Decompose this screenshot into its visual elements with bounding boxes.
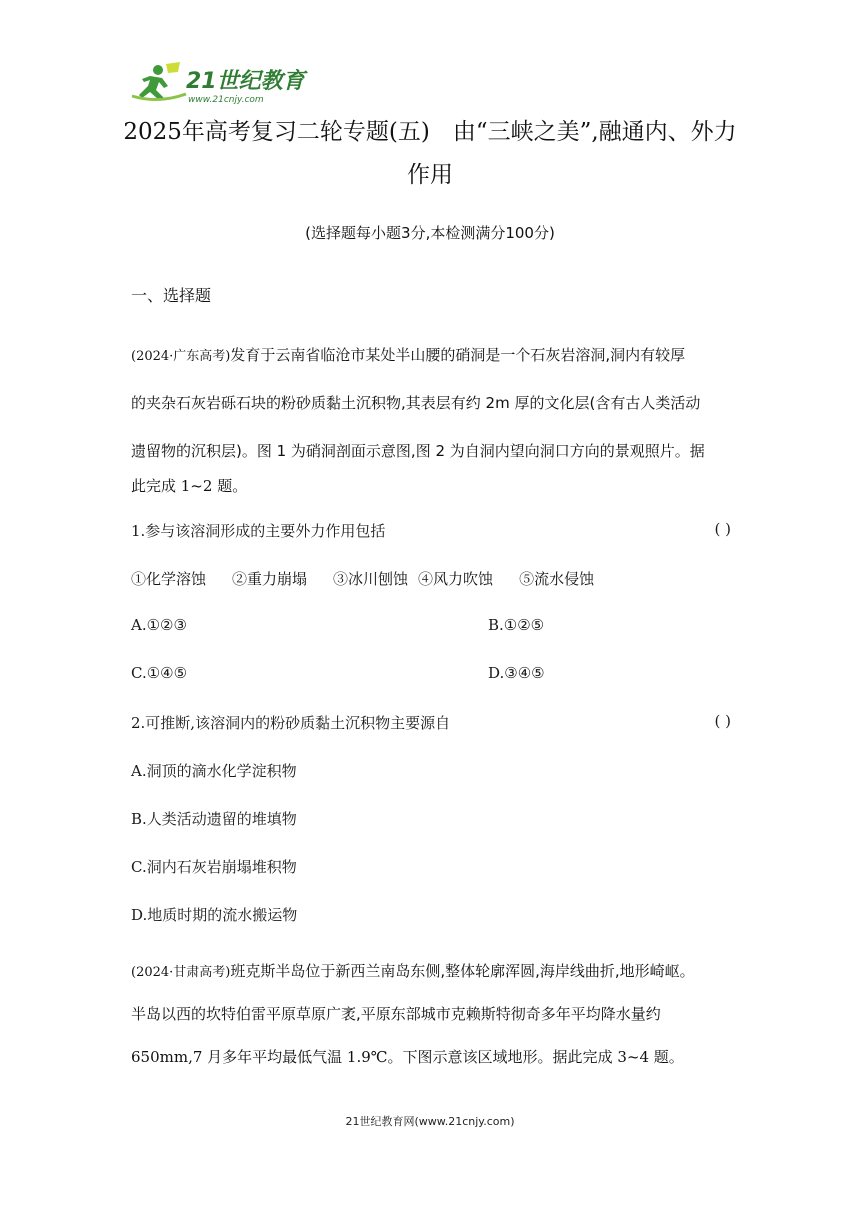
scoring-note: (选择题每小题3分,本检测满分100分) — [305, 224, 555, 242]
section-heading: 一、选择题 — [131, 286, 212, 305]
statement: ②重力崩塌 — [232, 570, 308, 588]
question-1-statements — [131, 568, 731, 589]
passage1-source: (2024·广东高考) — [131, 349, 231, 364]
statement: ③冰川刨蚀 — [333, 570, 409, 588]
statement: ⑤流水侵蚀 — [519, 570, 595, 588]
passage1-line3: 遗留物的沉积层)。图 1 为硝洞剖面示意图,图 2 为自洞内望向洞口方向的景观照片。据 — [131, 442, 705, 460]
q2-option-b: B.人类活动遗留的堆填物 — [131, 810, 297, 828]
svg-text:www.21cnjy.com: www.21cnjy.com — [188, 95, 264, 105]
runner-logo-icon — [128, 60, 308, 106]
document-title-line1: 2025年高考复习二轮专题(五) 由“三峡之美”,融通内、外力 — [123, 119, 737, 145]
passage2-line1: (2024·甘肃高考)班克斯半岛位于新西兰南岛东侧,整体轮廓浑圆,海岸线曲折,地形崎岖。 — [131, 962, 695, 980]
question-1 — [131, 520, 731, 541]
statement: ④风力吹蚀 — [418, 570, 494, 588]
q2-option-c: C.洞内石灰岩崩塌堆积物 — [131, 858, 297, 876]
answer-bracket: ( ) — [714, 520, 731, 538]
q1-option-c: C.①④⑤ — [131, 664, 188, 682]
passage2-line2: 半岛以西的坎特伯雷平原草原广袤,平原东部城市克赖斯特彻奇多年平均降水量约 — [131, 1005, 661, 1023]
svg-text:21世纪教育: 21世纪教育 — [186, 69, 305, 94]
passage2-source: (2024·甘肃高考) — [131, 965, 231, 980]
q2-option-a: A.洞顶的滴水化学淀积物 — [131, 762, 297, 780]
question-1-stem: 1.参与该溶洞形成的主要外力作用包括 — [131, 522, 386, 540]
q1-option-a: A.①②③ — [131, 616, 187, 634]
passage1-line2: 的夹杂石灰岩砾石块的粉砂质黏土沉积物,其表层有约 2m 厚的文化层(含有古人类活动 — [131, 394, 701, 412]
statement: ①化学溶蚀 — [131, 570, 207, 588]
answer-bracket: ( ) — [714, 712, 731, 730]
passage1-line1: (2024·广东高考)发育于云南省临沧市某处半山腰的硝洞是一个石灰岩溶洞,洞内有较厚 — [131, 346, 686, 364]
site-logo — [128, 60, 308, 106]
passage1-line4: 此完成 1~2 题。 — [131, 477, 248, 495]
question-2-stem: 2.可推断,该溶洞内的粉砂质黏土沉积物主要源自 — [131, 714, 451, 732]
q2-option-d: D.地质时期的流水搬运物 — [131, 906, 298, 924]
q1-option-d: D.③④⑤ — [488, 664, 545, 682]
document-title-line2: 作用 — [407, 162, 453, 188]
q1-option-b: B.①②⑤ — [488, 616, 545, 634]
page-footer: 21世纪教育网(www.21cnjy.com) — [345, 1115, 515, 1128]
passage2-line3: 650mm,7 月多年平均最低气温 1.9℃。下图示意该区域地形。据此完成 3~4 题。 — [131, 1048, 684, 1066]
question-2 — [131, 712, 731, 733]
